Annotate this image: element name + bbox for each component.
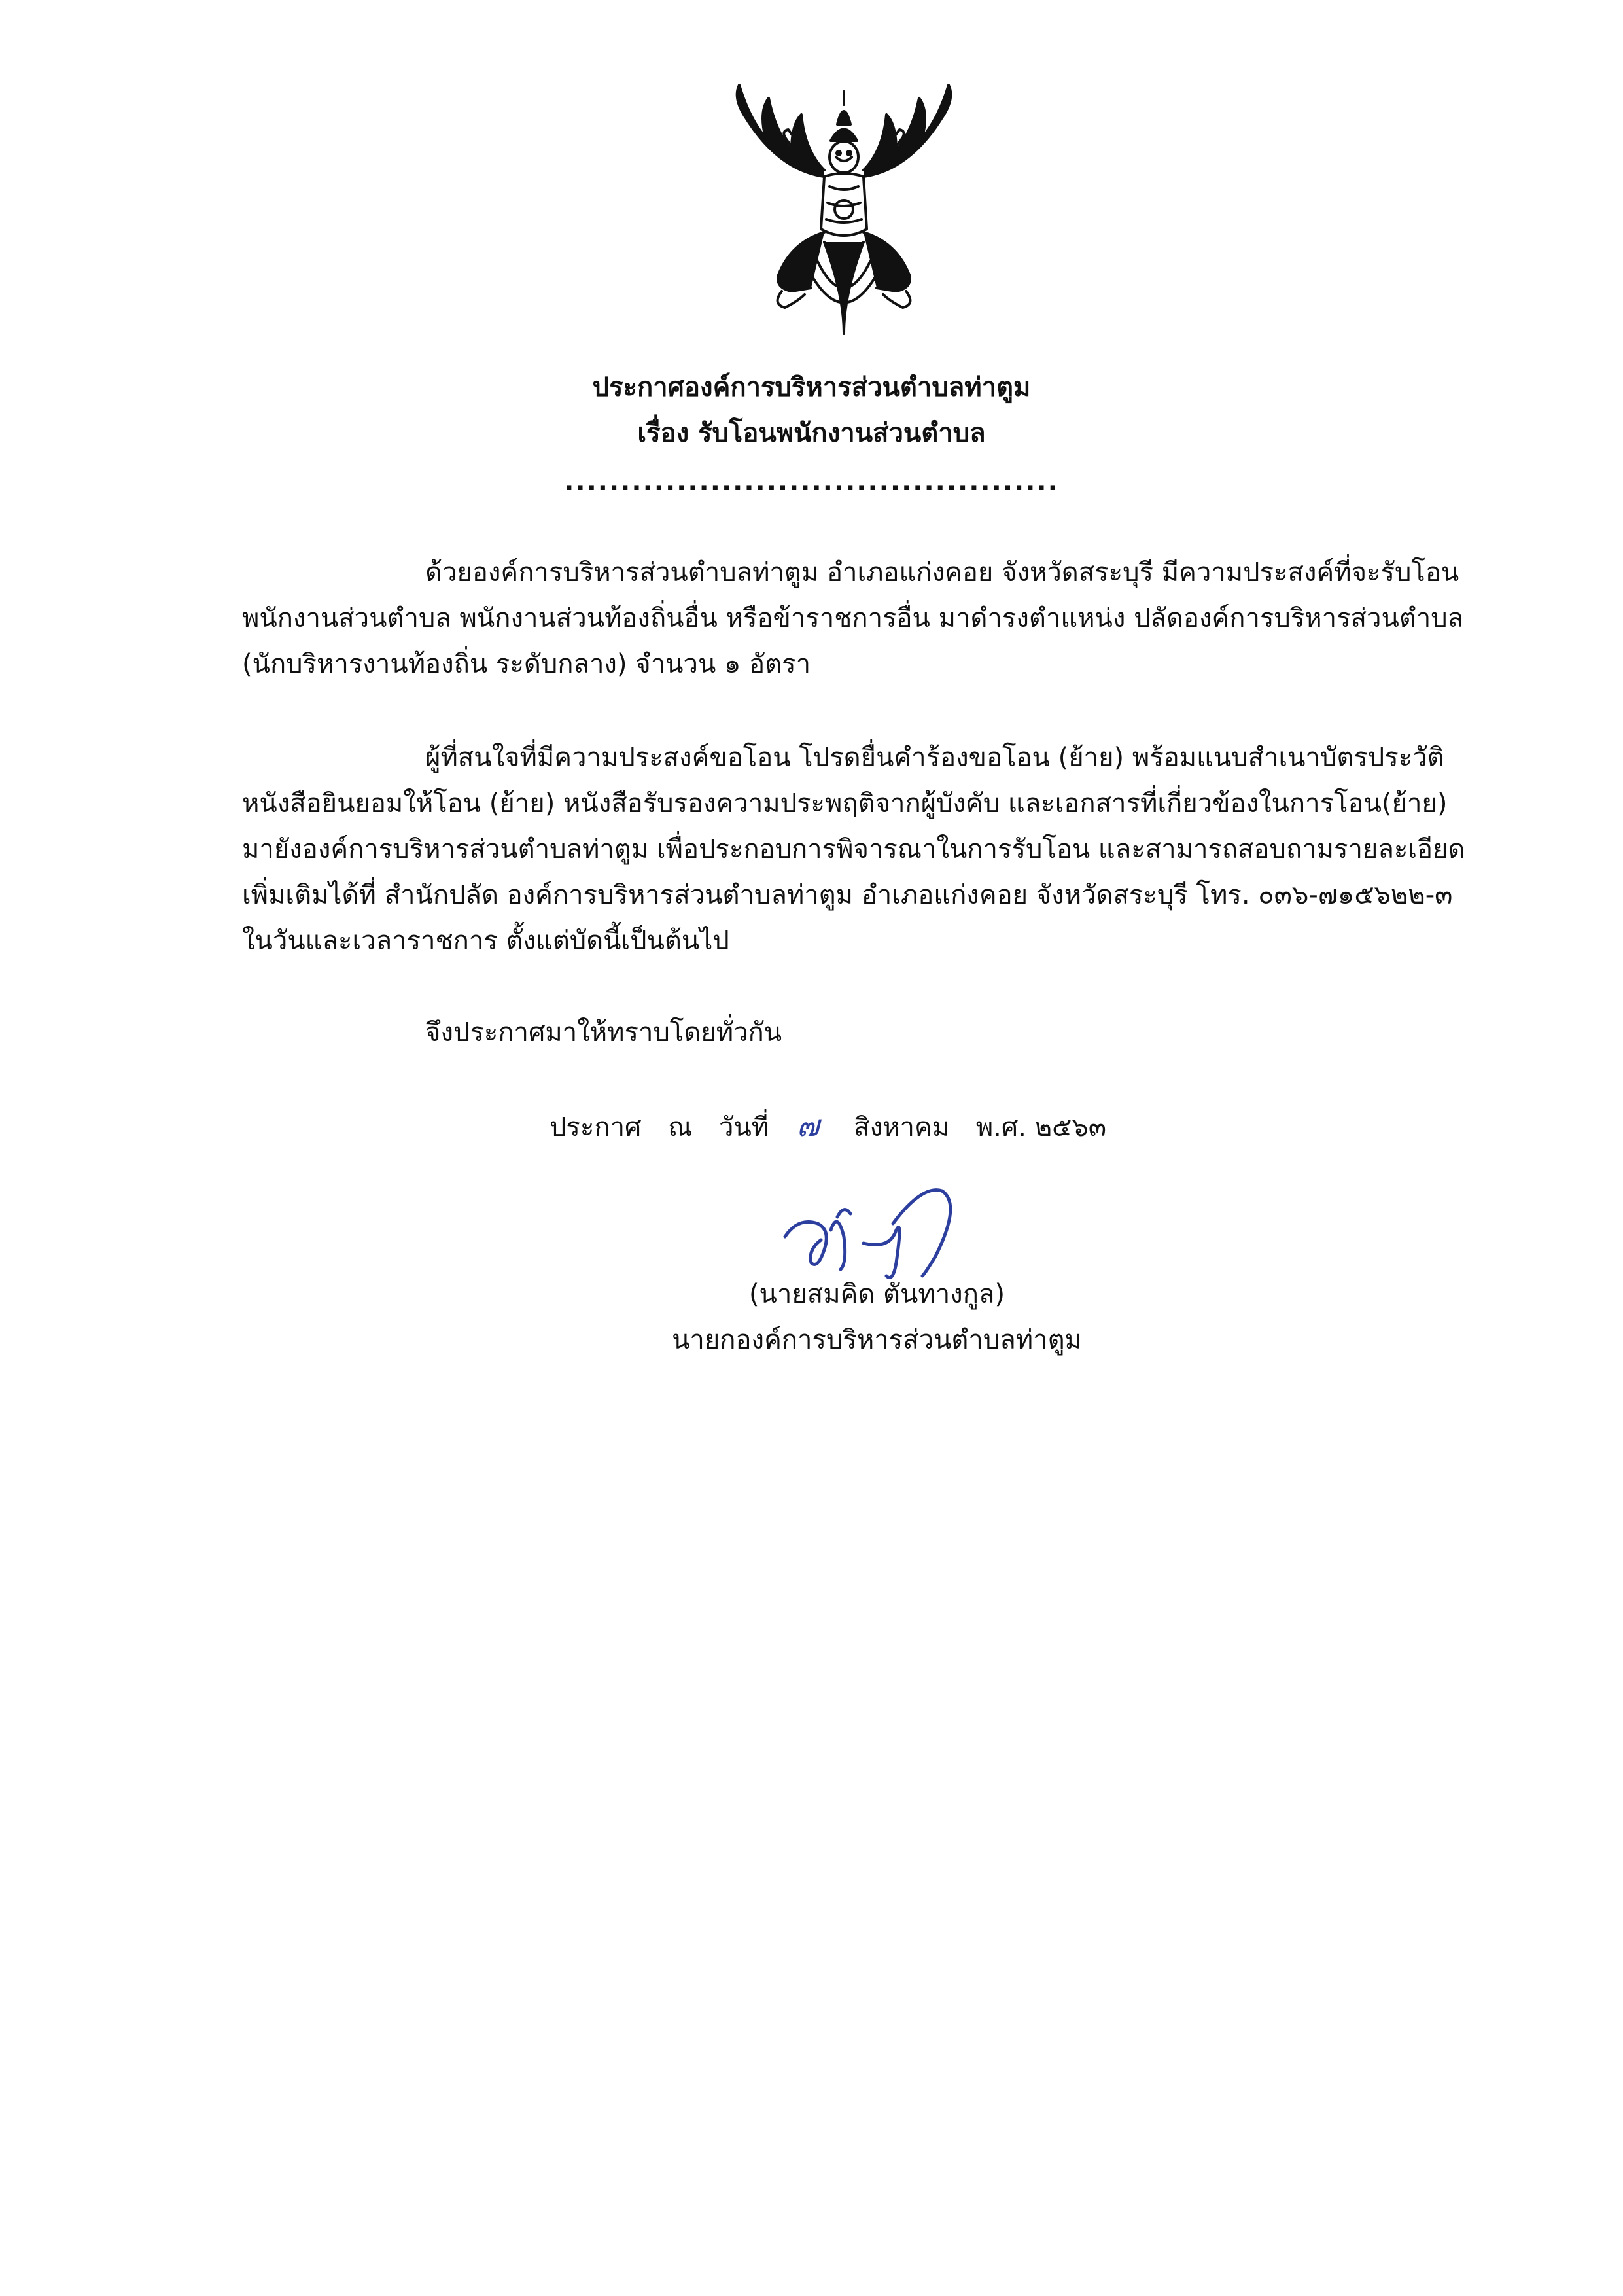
paragraph-1-line-3: (นักบริหารงานท้องถิ่น ระดับกลาง) จำนวน ๑ อัตรา [242, 649, 811, 679]
date-year: ๒๕๖๓ [1034, 1112, 1107, 1142]
header-separator: ............................................ [564, 467, 1059, 497]
paragraph-2-line-2: หนังสือยินยอมให้โอน (ย้าย) หนังสือรับรองความประพฤติจากผู้บังคับ และเอกสารที่เกี่ยวข้องในการโอน(ย้าย) [242, 788, 1448, 819]
paragraph-2-line-4: เพิ่มเติมได้ที่ สำนักปลัด องค์การบริหารส่วนตำบลท่าตูม อำเภอแก่งคอย จังหวัดสระบุรี โทร. ๐๓๖-๗๑๕๖๒๒-๓ [242, 880, 1453, 910]
paragraph-2-line-1: ผู้ที่สนใจที่มีความประสงค์ขอโอน โปรดยื่นคำร้องขอโอน (ย้าย) พร้อมแนบสำเนาบัตรประวัติ [425, 743, 1444, 773]
signer-name: (นายสมคิด ตันทางกูล) [748, 1279, 1005, 1309]
announcement-title: ประกาศองค์การบริหารส่วนตำบลท่าตูม [592, 372, 1031, 402]
paragraph-2-line-3: มายังองค์การบริหารส่วนตำบลท่าตูม เพื่อประกอบการพิจารณาในการรับโอน และสามารถสอบถามรายละเอียด [242, 834, 1465, 864]
paragraph-1-line-1: ด้วยองค์การบริหารส่วนตำบลท่าตูม อำเภอแก่งคอย จังหวัดสระบุรี มีความประสงค์ที่จะรับโอน [425, 557, 1459, 588]
paragraph-2-line-5: ในวันและเวลาราชการ ตั้งแต่บัดนี้เป็นต้นไป [242, 926, 729, 956]
date-year-label: พ.ศ. [975, 1112, 1026, 1142]
date-prefix: ประกาศ [550, 1112, 642, 1142]
signer-position: นายกองค์การบริหารส่วนตำบลท่าตูม [672, 1325, 1082, 1355]
garuda-emblem-icon [720, 79, 968, 340]
date-day-handwritten: ๗ [796, 1108, 820, 1143]
date-day-label: วันที่ [718, 1112, 769, 1142]
paragraph-1-line-2: พนักงานส่วนตำบล พนักงานส่วนท้องถิ่นอื่น หรือข้าราชการอื่น มาดำรงตำแหน่ง ปลัดองค์การบริหารส่วนตำบล [242, 603, 1464, 633]
announcement-date [550, 1106, 1106, 1147]
announcement-subject: เรื่อง รับโอนพนักงานส่วนตำบล [637, 418, 986, 448]
date-month: สิงหาคม [854, 1112, 950, 1142]
closing-statement: จึงประกาศมาให้ทราบโดยทั่วกัน [425, 1017, 782, 1048]
date-at: ณ [668, 1112, 693, 1142]
